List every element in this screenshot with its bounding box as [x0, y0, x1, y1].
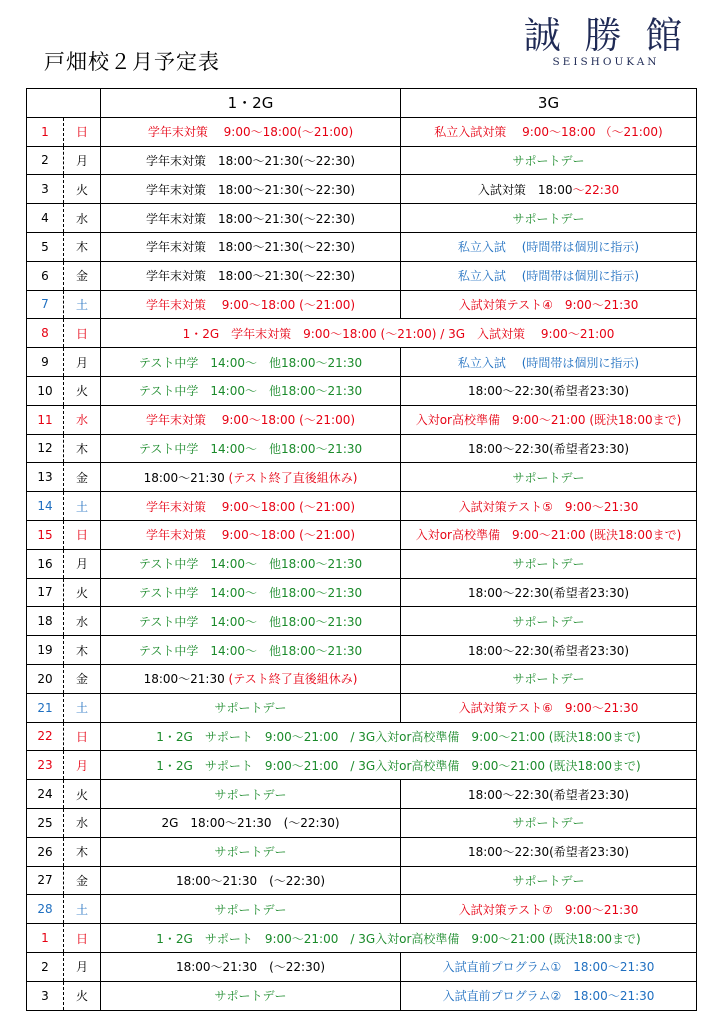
cell-3g: [401, 232, 697, 261]
cell-1-2g: [101, 117, 401, 146]
day-number: 27: [27, 866, 64, 895]
cell-text: 1・2G サポート 9:00～21:00 / 3G入対or高校準備 9:00～21:00 (既決18:00まで): [156, 931, 641, 946]
day-number: 15: [27, 520, 64, 549]
cell-3g: [401, 693, 697, 722]
table-row: [27, 520, 697, 549]
day-number: 26: [27, 837, 64, 866]
table-row: [27, 780, 697, 809]
cell-3g: [401, 780, 697, 809]
day-number: 2: [27, 952, 64, 981]
page-title: 戸畑校２月予定表: [44, 50, 220, 74]
cell-1-2g: [101, 261, 401, 290]
table-row: [27, 693, 697, 722]
cell-3g: [401, 895, 697, 924]
weekday: 火: [64, 175, 101, 204]
weekday: 火: [64, 578, 101, 607]
weekday: 月: [64, 952, 101, 981]
day-number: 12: [27, 434, 64, 463]
table-row: [27, 319, 697, 348]
weekday: 水: [64, 808, 101, 837]
day-number: 5: [27, 232, 64, 261]
cell-text: サポートデー: [214, 787, 287, 802]
day-number: 13: [27, 463, 64, 492]
cell-text: 18:00～21:30: [143, 470, 225, 485]
cell-text: 学年末対策 9:00～18:00 (～21:00): [145, 528, 356, 543]
cell-3g: [401, 405, 697, 434]
cell-3g: [401, 866, 697, 895]
combined-cell: [101, 722, 697, 751]
day-number: 16: [27, 549, 64, 578]
cell-text: 私立入試 (時間帯は個別に指示): [457, 240, 640, 255]
cell-text: サポートデー: [512, 153, 585, 168]
table-row: [27, 117, 697, 146]
schedule-table: [26, 88, 697, 1011]
cell-1-2g: [101, 146, 401, 175]
weekday: 金: [64, 261, 101, 290]
table-row: [27, 952, 697, 981]
day-number: 25: [27, 808, 64, 837]
day-number: 28: [27, 895, 64, 924]
cell-text: テスト中学 14:00～ 他18:00～21:30: [138, 585, 363, 600]
weekday: 月: [64, 751, 101, 780]
cell-text: 18:00～22:30(希望者23:30): [467, 787, 630, 802]
weekday: 月: [64, 348, 101, 377]
weekday: 木: [64, 232, 101, 261]
cell-text: 学年末対策 18:00～21:30(～22:30): [145, 153, 356, 168]
cell-1-2g: [101, 808, 401, 837]
cell-text: 入試直前プログラム① 18:00～21:30: [442, 960, 655, 975]
cell-1-2g: [101, 492, 401, 521]
cell-extra-text: (テスト終了直後組休み): [224, 470, 358, 485]
cell-3g: [401, 348, 697, 377]
cell-3g: [401, 981, 697, 1010]
day-number: 20: [27, 664, 64, 693]
cell-1-2g: [101, 607, 401, 636]
day-number: 14: [27, 492, 64, 521]
cell-3g: [401, 607, 697, 636]
day-number: 19: [27, 636, 64, 665]
cell-3g: [401, 549, 697, 578]
cell-text: 入対or高校準備 9:00～21:00 (既決18:00まで): [415, 413, 682, 428]
day-number: 17: [27, 578, 64, 607]
cell-3g: [401, 376, 697, 405]
day-number: 24: [27, 780, 64, 809]
cell-1-2g: [101, 981, 401, 1010]
table-row: [27, 290, 697, 319]
day-number: 1: [27, 924, 64, 953]
cell-text: サポートデー: [512, 557, 585, 572]
weekday: 木: [64, 636, 101, 665]
weekday: 日: [64, 117, 101, 146]
cell-text: 入試対策テスト⑦ 9:00～21:30: [458, 902, 639, 917]
cell-3g: [401, 837, 697, 866]
table-row: [27, 492, 697, 521]
header-1-2g: 1・2G: [101, 89, 401, 118]
table-row: [27, 463, 697, 492]
table-row: [27, 434, 697, 463]
day-number: 10: [27, 376, 64, 405]
table-row: [27, 348, 697, 377]
cell-3g: [401, 463, 697, 492]
weekday: 金: [64, 866, 101, 895]
cell-1-2g: [101, 866, 401, 895]
cell-3g: [401, 146, 697, 175]
cell-text: 2G 18:00～21:30 (～22:30): [161, 816, 340, 831]
day-number: 7: [27, 290, 64, 319]
weekday: 日: [64, 319, 101, 348]
table-row: [27, 405, 697, 434]
cell-text: 学年末対策 18:00～21:30(～22:30): [145, 182, 356, 197]
cell-3g: [401, 520, 697, 549]
cell-1-2g: [101, 636, 401, 665]
cell-1-2g: [101, 232, 401, 261]
cell-text: 1・2G サポート 9:00～21:00 / 3G入対or高校準備 9:00～21:00 (既決18:00まで): [156, 729, 641, 744]
cell-3g: [401, 434, 697, 463]
header-blank: [27, 89, 101, 118]
cell-1-2g: [101, 520, 401, 549]
cell-1-2g: [101, 664, 401, 693]
weekday: 月: [64, 549, 101, 578]
cell-text: 入試対策テスト⑥ 9:00～21:30: [458, 701, 639, 716]
cell-3g: [401, 175, 697, 204]
cell-text: テスト中学 14:00～ 他18:00～21:30: [138, 384, 363, 399]
cell-text: 学年末対策 18:00～21:30(～22:30): [145, 240, 356, 255]
table-row: [27, 866, 697, 895]
table-row: [27, 578, 697, 607]
cell-text: 私立入試対策 9:00～18:00 （～21:00): [434, 125, 663, 140]
table-row: [27, 837, 697, 866]
table-row: [27, 722, 697, 751]
cell-text: サポートデー: [512, 470, 585, 485]
cell-3g: [401, 664, 697, 693]
cell-text: 1・2G サポート 9:00～21:00 / 3G入対or高校準備 9:00～21:00 (既決18:00まで): [156, 758, 641, 773]
cell-text: 学年末対策 18:00～21:30(～22:30): [145, 211, 356, 226]
day-number: 11: [27, 405, 64, 434]
header-row: [27, 89, 697, 118]
cell-text: 18:00～22:30(希望者23:30): [467, 585, 630, 600]
table-row: [27, 981, 697, 1010]
cell-1-2g: [101, 290, 401, 319]
day-number: 3: [27, 981, 64, 1010]
day-number: 2: [27, 146, 64, 175]
cell-text: 18:00～21:30: [143, 672, 225, 687]
cell-3g: [401, 952, 697, 981]
table-row: [27, 146, 697, 175]
table-row: [27, 175, 697, 204]
cell-3g: [401, 808, 697, 837]
weekday: 金: [64, 664, 101, 693]
table-row: [27, 751, 697, 780]
cell-1-2g: [101, 952, 401, 981]
cell-3g: [401, 578, 697, 607]
cell-text: 学年末対策 9:00～18:00 (～21:00): [145, 297, 356, 312]
cell-text: サポートデー: [214, 845, 287, 860]
weekday: 土: [64, 290, 101, 319]
cell-text: サポートデー: [214, 902, 287, 917]
cell-3g: [401, 261, 697, 290]
cell-1-2g: [101, 895, 401, 924]
cell-1-2g: [101, 376, 401, 405]
weekday: 日: [64, 924, 101, 953]
weekday: 火: [64, 981, 101, 1010]
cell-1-2g: [101, 578, 401, 607]
weekday: 火: [64, 780, 101, 809]
cell-1-2g: [101, 434, 401, 463]
day-number: 9: [27, 348, 64, 377]
weekday: 土: [64, 693, 101, 722]
combined-cell: [101, 319, 697, 348]
cell-text: サポートデー: [512, 816, 585, 831]
cell-1-2g: [101, 204, 401, 233]
cell-text: 入試対策テスト④ 9:00～21:30: [458, 297, 639, 312]
cell-text: 入試対策 18:00: [477, 182, 573, 197]
table-row: [27, 607, 697, 636]
cell-1-2g: [101, 837, 401, 866]
cell-text: サポートデー: [512, 614, 585, 629]
cell-3g: [401, 492, 697, 521]
day-number: 1: [27, 117, 64, 146]
cell-text: テスト中学 14:00～ 他18:00～21:30: [138, 643, 363, 658]
day-number: 18: [27, 607, 64, 636]
day-number: 6: [27, 261, 64, 290]
day-number: 4: [27, 204, 64, 233]
cell-text: 入対or高校準備 9:00～21:00 (既決18:00まで): [415, 528, 682, 543]
cell-text: テスト中学 14:00～ 他18:00～21:30: [138, 557, 363, 572]
weekday: 金: [64, 463, 101, 492]
combined-cell: [101, 924, 697, 953]
cell-text: 私立入試 (時間帯は個別に指示): [457, 355, 640, 370]
cell-text: サポートデー: [214, 701, 287, 716]
cell-text: 入試直前プログラム② 18:00～21:30: [442, 989, 655, 1004]
cell-text: 学年末対策 9:00～18:00 (～21:00): [145, 413, 356, 428]
day-number: 21: [27, 693, 64, 722]
cell-text: 18:00～22:30(希望者23:30): [467, 643, 630, 658]
weekday: 水: [64, 204, 101, 233]
weekday: 火: [64, 376, 101, 405]
table-row: [27, 204, 697, 233]
cell-text: テスト中学 14:00～ 他18:00～21:30: [138, 614, 363, 629]
cell-text: 学年末対策 18:00～21:30(～22:30): [145, 269, 356, 284]
cell-1-2g: [101, 405, 401, 434]
day-number: 22: [27, 722, 64, 751]
cell-3g: [401, 117, 697, 146]
weekday: 水: [64, 607, 101, 636]
cell-text: サポートデー: [512, 873, 585, 888]
cell-text: 私立入試 (時間帯は個別に指示): [457, 269, 640, 284]
cell-1-2g: [101, 348, 401, 377]
schedule-body: [27, 117, 697, 1010]
cell-3g: [401, 204, 697, 233]
cell-text: 18:00～22:30(希望者23:30): [467, 441, 630, 456]
cell-3g: [401, 636, 697, 665]
table-row: [27, 376, 697, 405]
day-number: 8: [27, 319, 64, 348]
cell-1-2g: [101, 549, 401, 578]
cell-1-2g: [101, 693, 401, 722]
cell-text: サポートデー: [512, 211, 585, 226]
logo-roman: SEISHOUKAN: [552, 56, 660, 68]
table-row: [27, 924, 697, 953]
weekday: 土: [64, 895, 101, 924]
day-number: 23: [27, 751, 64, 780]
cell-text: 18:00～22:30(希望者23:30): [467, 384, 630, 399]
cell-text: 入試対策テスト⑤ 9:00～21:30: [458, 499, 639, 514]
weekday: 土: [64, 492, 101, 521]
cell-text: サポートデー: [512, 672, 585, 687]
weekday: 水: [64, 405, 101, 434]
cell-1-2g: [101, 780, 401, 809]
cell-text: 18:00～22:30(希望者23:30): [467, 845, 630, 860]
combined-cell: [101, 751, 697, 780]
cell-text: 学年末対策 9:00～18:00 (～21:00): [145, 499, 356, 514]
table-row: [27, 261, 697, 290]
logo-kanji: 誠 勝 館: [523, 14, 689, 57]
table-row: [27, 636, 697, 665]
cell-text: 18:00～21:30 (～22:30): [175, 960, 326, 975]
weekday: 木: [64, 837, 101, 866]
cell-text: 学年末対策 9:00～18:00(～21:00): [147, 125, 354, 140]
table-row: [27, 895, 697, 924]
weekday: 日: [64, 722, 101, 751]
cell-text: テスト中学 14:00～ 他18:00～21:30: [138, 441, 363, 456]
table-row: [27, 808, 697, 837]
logo: [521, 14, 691, 68]
cell-text: サポートデー: [214, 989, 287, 1004]
cell-1-2g: [101, 175, 401, 204]
table-row: [27, 664, 697, 693]
header-3g: 3G: [401, 89, 697, 118]
day-number: 3: [27, 175, 64, 204]
cell-text: 1・2G 学年末対策 9:00～18:00 (～21:00) / 3G 入試対策 9:00～21:00: [182, 326, 615, 341]
weekday: 月: [64, 146, 101, 175]
cell-extra-text: (テスト終了直後組休み): [224, 672, 358, 687]
weekday: 木: [64, 434, 101, 463]
cell-extra-text: ～22:30: [572, 182, 620, 197]
cell-text: 18:00～21:30 (～22:30): [175, 873, 326, 888]
cell-1-2g: [101, 463, 401, 492]
cell-3g: [401, 290, 697, 319]
weekday: 日: [64, 520, 101, 549]
table-row: [27, 549, 697, 578]
table-row: [27, 232, 697, 261]
cell-text: テスト中学 14:00～ 他18:00～21:30: [138, 355, 363, 370]
